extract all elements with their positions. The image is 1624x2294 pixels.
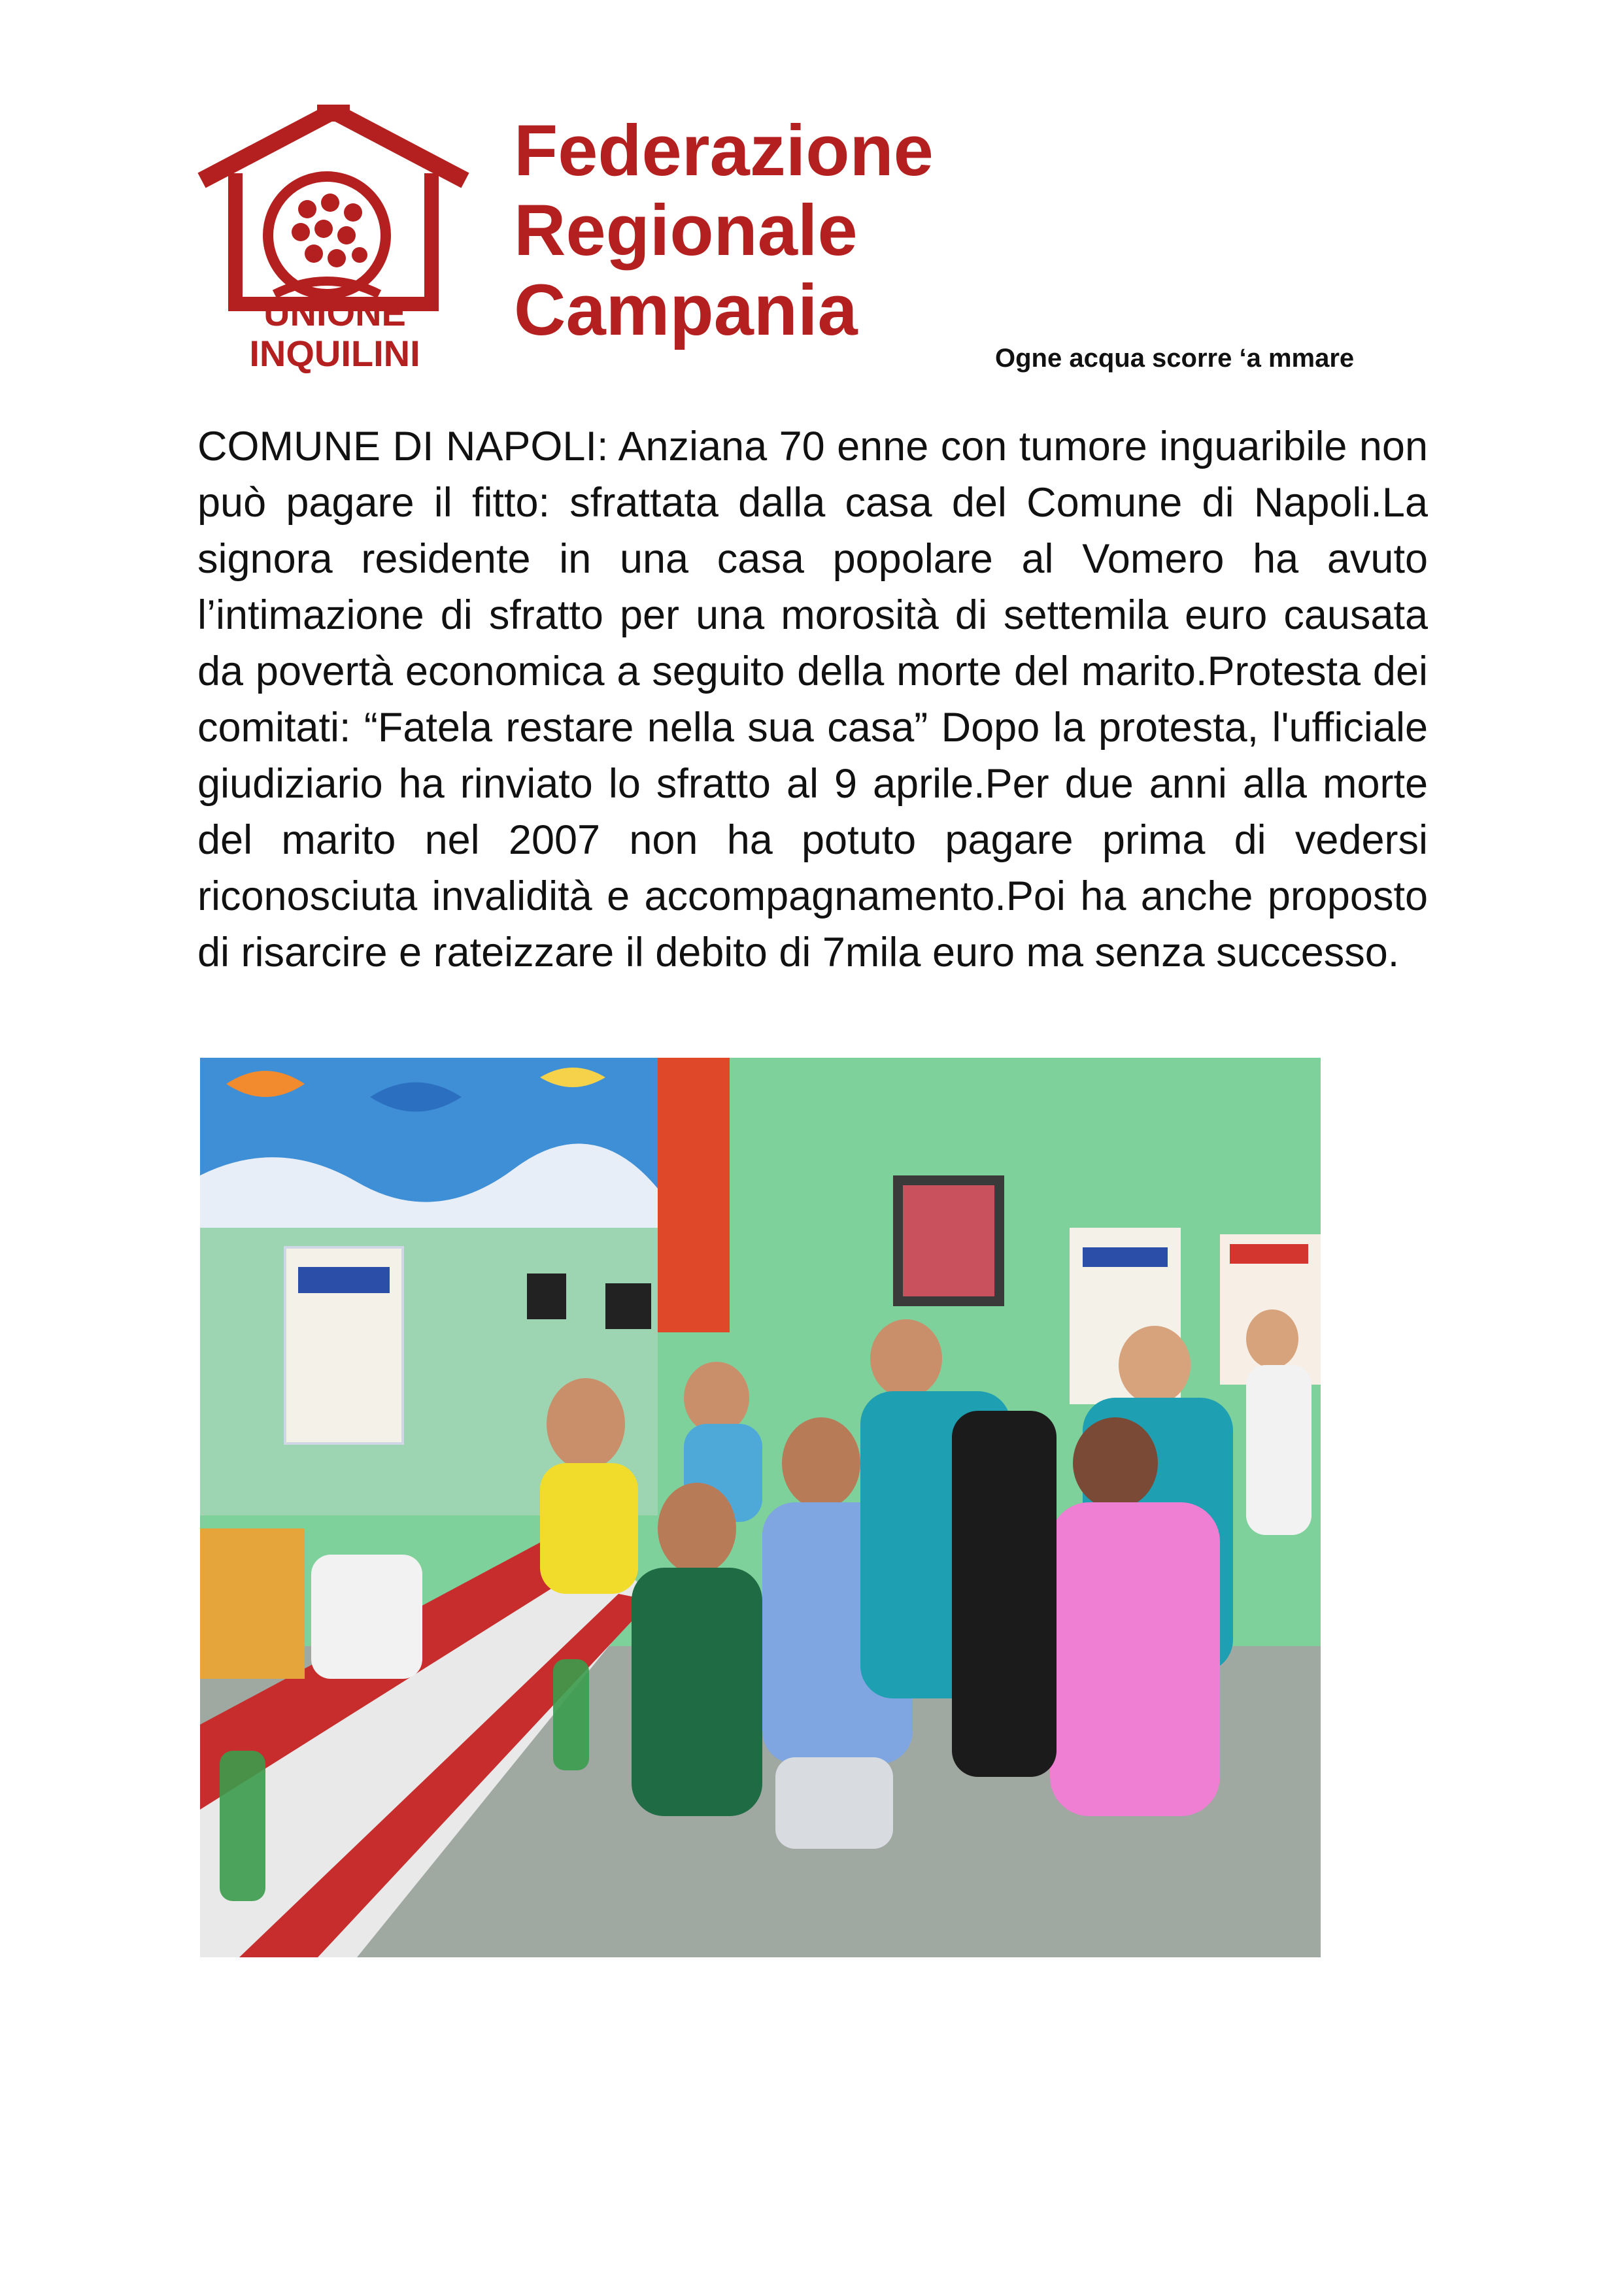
logo-wordmark bbox=[204, 293, 465, 374]
logo-text-unione: UNIONE bbox=[263, 292, 406, 333]
meeting-photo bbox=[200, 1058, 1321, 1957]
title-line-1: Federazione bbox=[514, 110, 934, 191]
federation-title bbox=[514, 111, 934, 350]
logo-text-inquilini: INQUILINI bbox=[249, 333, 420, 374]
article-body: COMUNE DI NAPOLI: Anziana 70 enne con tumore inguaribile non può pagare il fitto: sfrattata dalla casa del Comune di Napoli.La signora residente in una casa popolare al Vomero ha avuto l’intimazione di sfratto per una morosità di settemila euro causata da povertà economica a seguito della morte del marito.Protesta dei comitati: “Fatela restare nella sua casa” Dopo la protesta, l'ufficiale giudiziario ha rinviato lo sfratto al 9 aprile.Per due anni alla morte del marito nel 2007 non ha potuto pagare prima di vedersi riconosciuta invalidità e accompagnamento.Poi ha anche proposto di risarcire e rateizzare il debito di 7mila euro ma senza successo. bbox=[197, 424, 1428, 975]
motto: Ogne acqua scorre ‘a mmare bbox=[995, 344, 1355, 373]
title-line-2: Regionale bbox=[514, 190, 858, 271]
title-line-3: Campania bbox=[514, 270, 858, 350]
